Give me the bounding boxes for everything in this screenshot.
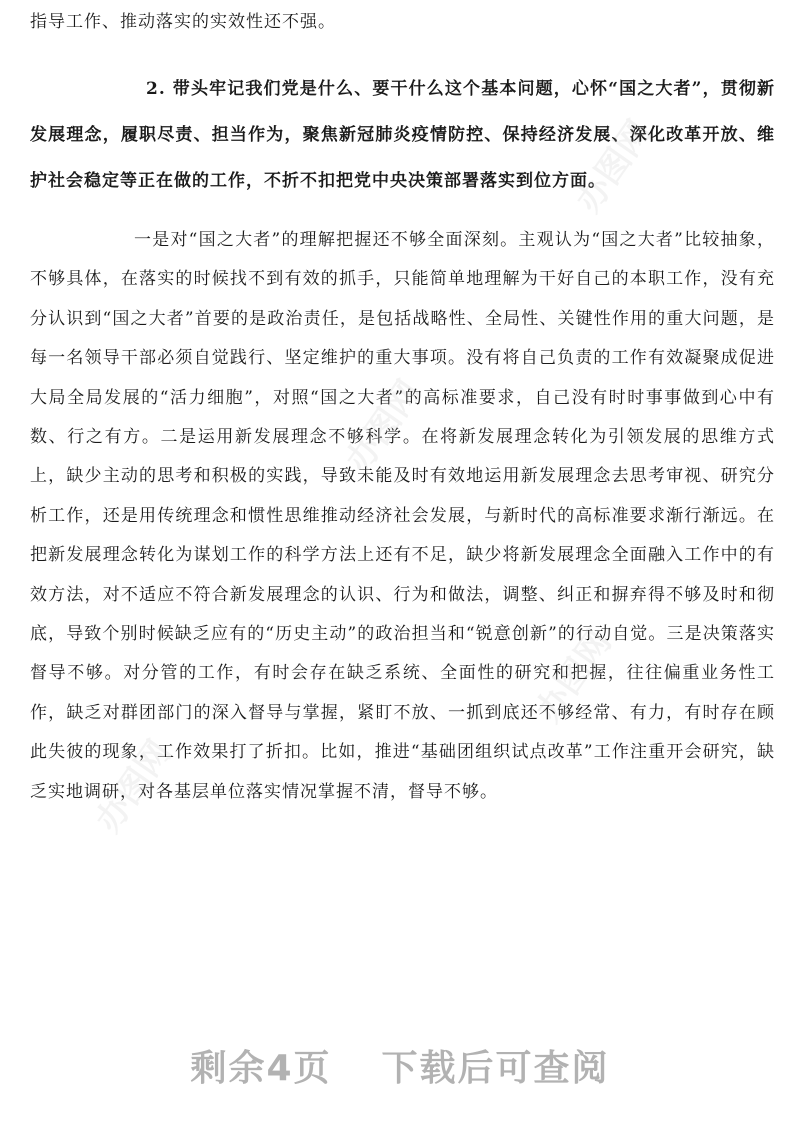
- download-banner[interactable]: [0, 1040, 800, 1091]
- download-to-view-label: 下载后可查阅: [381, 1048, 610, 1089]
- body-paragraph: 一是对“国之大者”的理解把握还不够全面深刻。主观认为“国之大者”比较抽象，不够具体，在落实的时候找不到有效的抓手，只能简单地理解为干好自己的本职工作，没有充分认识到“国之大者”首要的是政治责任，是包括战略性、全局性、关键性作用的重大问题，是每一名领导干部必须自觉践行、坚定维护的重大事项。没有将自己负责的工作有效凝聚成促进大局全局发展的“活力细胞”，对照“国之大者”的高标准要求，自己没有时时事事做到心中有数、行之有方。二是运用新发展理念不够科学。在将新发展理念转化为引领发展的思维方式上，缺少主动的思考和积极的实践，导致未能及时有效地运用新发展理念去思考审视、研究分析工作，还是用传统理念和惯性思维推动经济社会发展，与新时代的高标准要求渐行渐远。在把新发展理念转化为谋划工作的科学方法上还有不足，缺少将新发展理念全面融入工作中的有效方法，对不适应不符合新发展理念的认识、行为和做法，调整、纠正和摒弃得不够及时和彻底，导致个别时候缺乏应有的“历史主动”的政治担当和“锐意创新”的行动自觉。三是决策落实督导不够。对分管的工作，有时会存在缺乏系统、全面性的研究和把握，往往偏重业务性工作，缺乏对群团部门的深入督导与掌握，紧盯不放、一抓到底还不够经常、有力，有时存在顾此失彼的现象，工作效果打了折扣。比如，推进“基础团组织试点改革”工作注重开会研究，缺乏实地调研，对各基层单位落实情况掌握不清，督导不够。: [30, 230, 775, 802]
- watermark-text: 办图网: [338, 373, 430, 480]
- watermark-text: 办图网: [568, 113, 660, 220]
- watermark-text: 办图网: [528, 623, 620, 730]
- watermark-text: 办图网: [88, 733, 180, 840]
- section-heading: 2. 带头牢记我们党是什么、要干什么这个基本问题，心怀“国之大者”，贯彻新发展理念，履职尽责、担当作为，聚焦新冠肺炎疫情防控、保持经济发展、深化改革开放、维护社会稳定等正在做的工作，不折不扣把党中央决策部署落实到位方面。: [30, 79, 775, 191]
- paragraph-top: 指导工作、推动落实的实效性还不强。: [30, 12, 336, 32]
- remaining-pages-label: 剩余4页: [190, 1048, 332, 1089]
